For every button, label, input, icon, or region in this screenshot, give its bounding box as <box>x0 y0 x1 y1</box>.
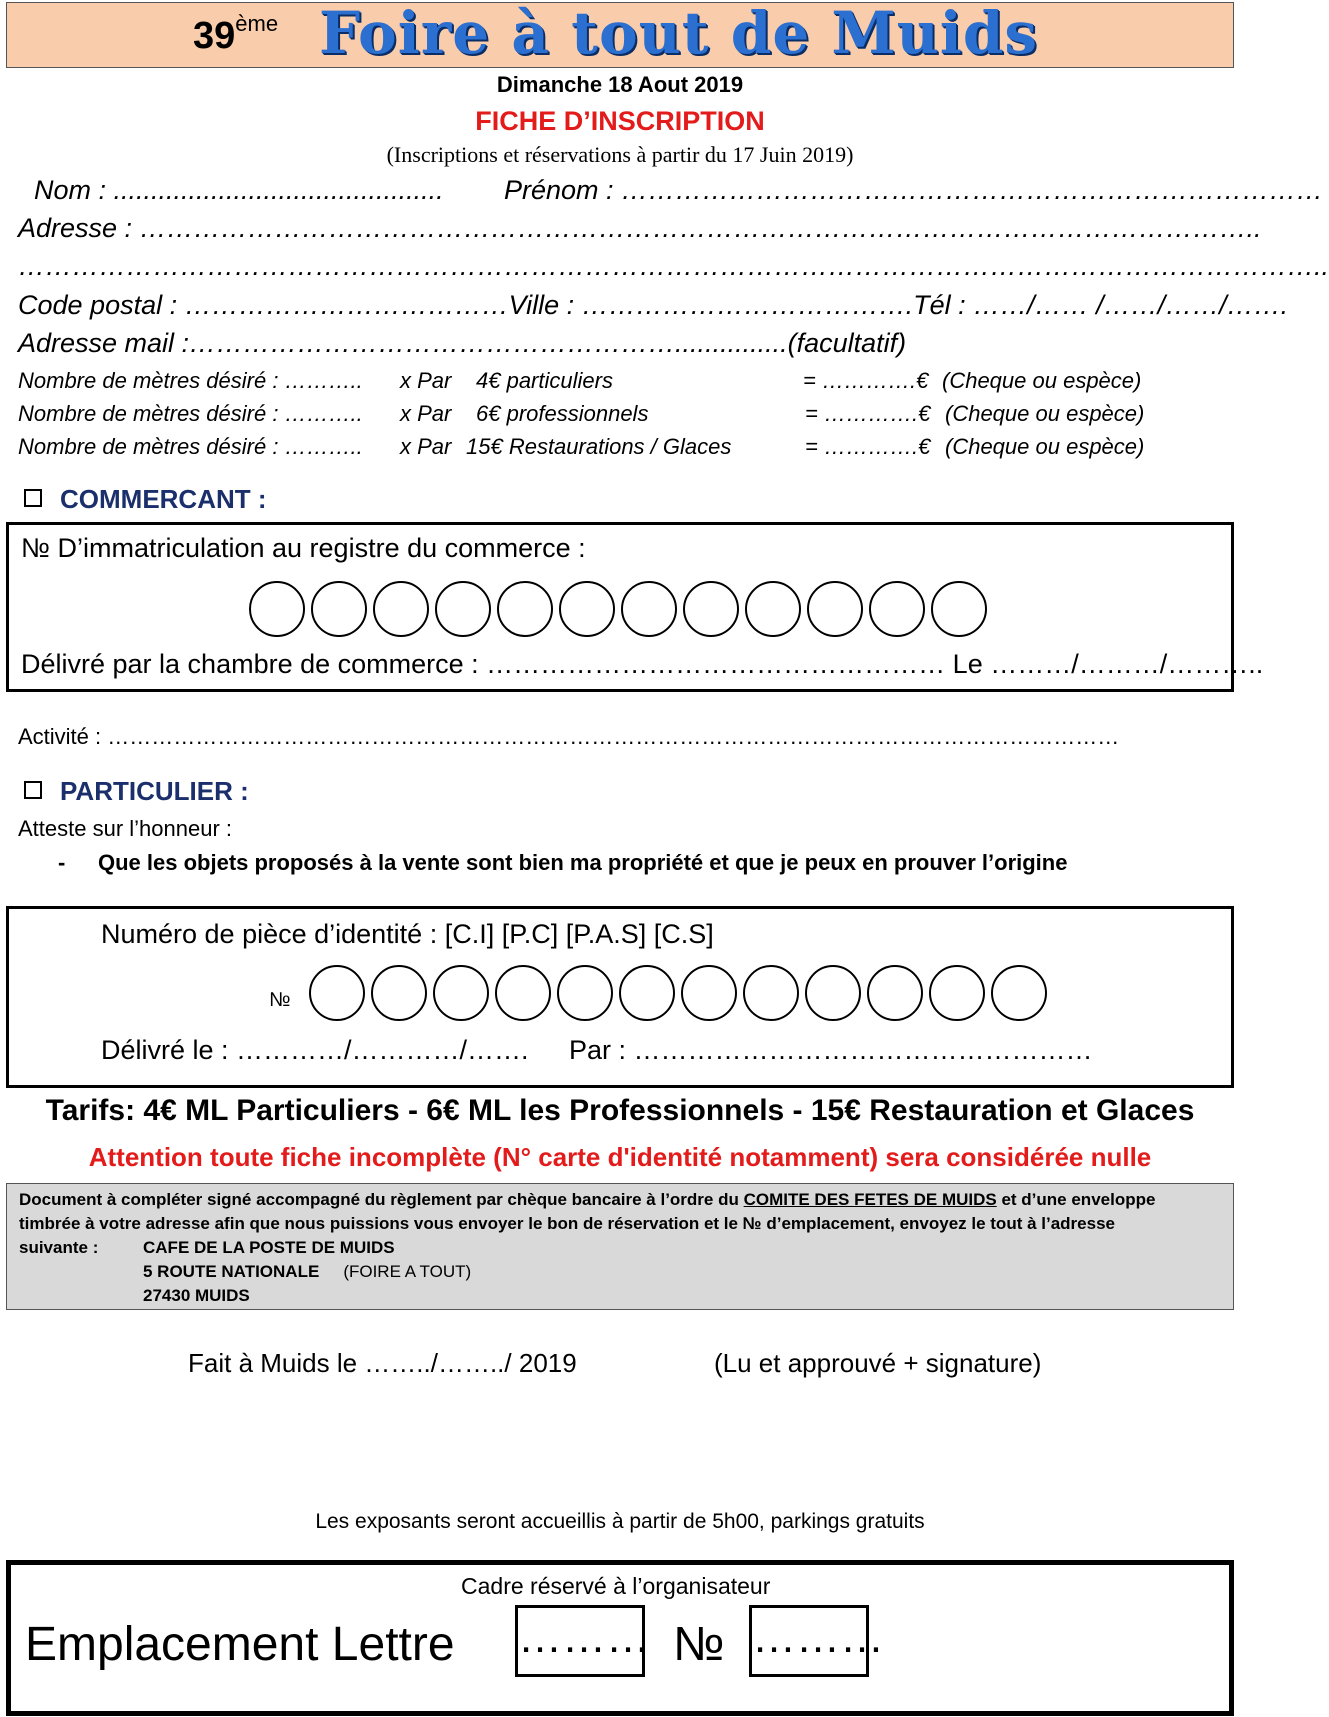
par-label: x Par <box>400 368 452 393</box>
nom-field[interactable]: Nom : ............................................ <box>34 175 444 205</box>
digit-circle[interactable] <box>683 581 739 637</box>
digit-circle[interactable] <box>311 581 367 637</box>
particulier-checkbox[interactable] <box>24 781 42 799</box>
digit-circle[interactable] <box>805 965 861 1021</box>
commercant-checkbox[interactable] <box>24 489 42 507</box>
prenom-field[interactable]: Prénom : …………………………………………………………………… <box>504 175 1324 205</box>
event-title: Foire à tout de Muids <box>319 0 1039 67</box>
no-label: № <box>673 1618 725 1671</box>
total-label: = ………….€ <box>803 368 929 393</box>
code-postal-ville-tel-field[interactable]: Code postal : ………………………………Ville : ……………………………….Tél : ……/…… /……/……/……. <box>18 290 1289 320</box>
organisateur-box <box>6 1560 1234 1716</box>
digit-circle[interactable] <box>745 581 801 637</box>
registre-number-circles[interactable] <box>249 581 993 637</box>
payment-label: (Cheque ou espèce) <box>942 368 1142 393</box>
identity-box <box>6 906 1234 1088</box>
digit-circle[interactable] <box>495 965 551 1021</box>
num-prefix: № <box>269 989 291 1011</box>
digit-circle[interactable] <box>621 581 677 637</box>
address-line2: 5 ROUTE NATIONALE <box>143 1262 320 1281</box>
lu-approuve: (Lu et approuvé + signature) <box>714 1348 1042 1378</box>
header-banner <box>6 2 1234 68</box>
digit-circle[interactable] <box>559 581 615 637</box>
digit-circle[interactable] <box>743 965 799 1021</box>
mail-field[interactable]: Adresse mail :………………………………………………...............(facultatif) <box>18 328 907 358</box>
attestation-text: Que les objets proposés à la vente sont bien ma propriété et que je peux en prouver l’origine <box>98 850 1068 875</box>
digit-circle[interactable] <box>309 965 365 1021</box>
address-note: (FOIRE A TOUT) <box>343 1262 472 1281</box>
particulier-title: PARTICULIER : <box>60 776 249 806</box>
metres-label: Nombre de mètres désiré : ……….. <box>18 434 363 459</box>
digit-circle[interactable] <box>807 581 863 637</box>
digit-circle[interactable] <box>557 965 613 1021</box>
digit-circle[interactable] <box>869 581 925 637</box>
adresse-line2-field[interactable]: ……………………………………………………………………………………………………………………………….. <box>18 251 1329 281</box>
event-date: Dimanche 18 Aout 2019 <box>496 72 744 97</box>
price-label: 4€ particuliers <box>476 368 613 393</box>
emplacement-label: Emplacement Lettre <box>25 1618 455 1671</box>
digit-circle[interactable] <box>435 581 491 637</box>
price-label: 6€ professionnels <box>476 401 649 426</box>
chambre-commerce-field[interactable]: Délivré par la chambre de commerce : …………………………………………… Le ………/………/……….. <box>21 649 1264 679</box>
instructions-line1: Document à compléter signé accompagné du règlement par chèque bancaire à l’ordre du COMITE DES FETES DE MUIDS et d’une enveloppe <box>19 1190 1156 1209</box>
adresse-field[interactable]: Adresse : …………………………………………………………………………………………………………….. <box>18 213 1262 243</box>
registre-label: № D’immatriculation au registre du commerce : <box>21 533 586 563</box>
commercant-title: COMMERCANT : <box>60 484 267 514</box>
instructions-line4 <box>19 1260 1233 1284</box>
digit-circle[interactable] <box>931 581 987 637</box>
price-label: 15€ Restaurations / Glaces <box>466 434 732 459</box>
digit-circle[interactable] <box>371 965 427 1021</box>
bullet-dash: - <box>58 850 66 875</box>
metres-label: Nombre de mètres désiré : ……….. <box>18 401 363 426</box>
instructions-line2: timbrée à votre adresse afin que nous puissions vous envoyer le bon de réservation et le № d’emplacement, envoyez le tout à l’adresse <box>19 1214 1115 1233</box>
payment-label: (Cheque ou espèce) <box>945 401 1145 426</box>
instructions-line3: suivante : CAFE DE LA POSTE DE MUIDS <box>19 1238 395 1257</box>
address-line3: 27430 MUIDS <box>143 1286 250 1305</box>
digit-circle[interactable] <box>373 581 429 637</box>
digit-circle[interactable] <box>929 965 985 1021</box>
par-label: x Par <box>400 434 452 459</box>
exposants-note: Les exposants seront accueillis à partir de 5h00, parkings gratuits <box>315 1510 925 1533</box>
edition-number: 39ème <box>193 11 279 57</box>
comite-name: COMITE DES FETES DE MUIDS <box>743 1190 997 1209</box>
edition-suffix: ème <box>235 11 279 36</box>
activite-field[interactable]: Activité : ………………………………………………………………………………………………………………………… <box>18 724 1120 749</box>
particulier-section <box>24 776 249 807</box>
total-label: = ………….€ <box>805 434 931 459</box>
organisateur-caption: Cadre réservé à l’organisateur <box>461 1573 771 1599</box>
no-box[interactable]: ……… <box>749 1605 869 1677</box>
digit-circle[interactable] <box>867 965 923 1021</box>
delivered-date-field[interactable]: Délivré le : …………/…………/……. <box>101 1035 529 1065</box>
piece-identite-label: Numéro de pièce d’identité : [C.I] [P.C] [P.A.S] [C.S] <box>101 919 714 949</box>
fait-a-field[interactable]: Fait à Muids le ……../……../ 2019 <box>188 1348 577 1378</box>
digit-circle[interactable] <box>681 965 737 1021</box>
metres-label: Nombre de mètres désiré : ……….. <box>18 368 363 393</box>
digit-circle[interactable] <box>991 965 1047 1021</box>
instructions-line5 <box>19 1284 1233 1308</box>
total-label: = ………….€ <box>805 401 931 426</box>
warning: Attention toute fiche incomplète (N° carte d'identité notamment) sera considérée nulle <box>88 1142 1152 1172</box>
tarifs: Tarifs: 4€ ML Particuliers - 6€ ML les Professionnels - 15€ Restauration et Glaces <box>45 1094 1195 1127</box>
identity-number-circles[interactable] <box>309 965 1053 1021</box>
digit-circle[interactable] <box>433 965 489 1021</box>
lettre-box[interactable]: ……… <box>515 1605 645 1677</box>
digit-circle[interactable] <box>249 581 305 637</box>
form-title: FICHE D’INSCRIPTION <box>475 106 765 136</box>
par-label: x Par <box>400 401 452 426</box>
digit-circle[interactable] <box>619 965 675 1021</box>
commercant-section <box>24 484 267 515</box>
delivered-by-field[interactable]: Par : …………………………………………… <box>569 1035 1093 1065</box>
registration-note: (Inscriptions et réservations à partir du 17 Juin 2019) <box>386 142 854 167</box>
commercant-box <box>6 522 1264 692</box>
address-line1: CAFE DE LA POSTE DE MUIDS <box>143 1238 395 1257</box>
payment-label: (Cheque ou espèce) <box>945 434 1145 459</box>
digit-circle[interactable] <box>497 581 553 637</box>
atteste-label: Atteste sur l’honneur : <box>18 816 233 841</box>
instructions-box <box>6 1183 1234 1310</box>
